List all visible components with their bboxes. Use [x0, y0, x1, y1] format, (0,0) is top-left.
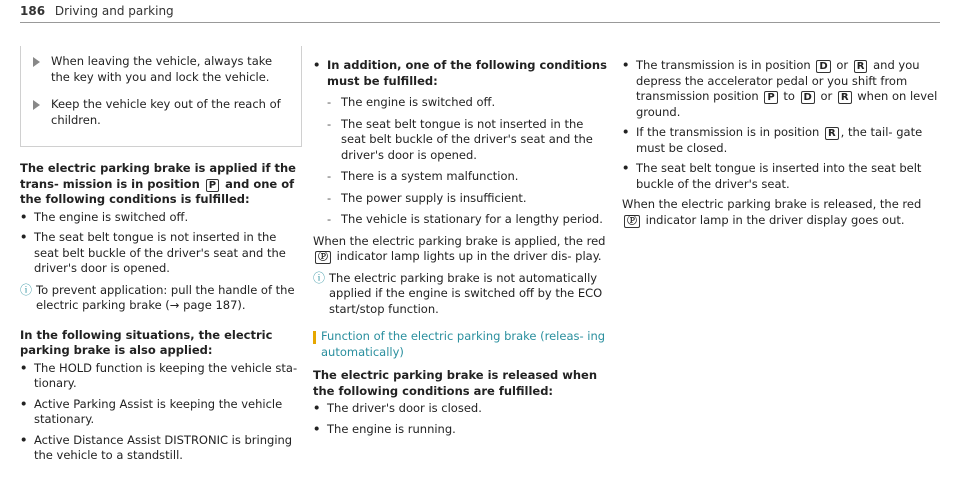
- note: ⓘ The electric parking brake is not automatically applied if the engine is switched off by the ECO start/stop function.: [313, 270, 603, 316]
- list-item: • Active Distance Assist DISTRONIC is bringing the vehicle to a standstill.: [20, 433, 302, 464]
- info-icon: ⓘ: [313, 270, 326, 285]
- dash-item: - The vehicle is stationary for a lengthy period.: [327, 212, 610, 228]
- section-name: Driving and parking: [54, 4, 174, 18]
- dash-list: [327, 95, 610, 228]
- list-item: • The engine is switched off.: [20, 210, 302, 226]
- heading-released: The electric parking brake is released when the following conditions are fulfilled:: [313, 368, 598, 398]
- list-item: • The seat belt tongue is not inserted in the seat belt buckle of the driver's seat and the driver's door is opened.: [20, 230, 302, 277]
- list-item: • The transmission is in position D or R and you depress the accelerator pedal or you shift from transmission position P to D or R when on level ground.: [622, 58, 940, 120]
- page-number: 186: [20, 4, 46, 18]
- parking-lamp-icon: Ⓟ: [624, 215, 640, 228]
- list-item: • The seat belt tongue is inserted into the seat belt buckle of the driver's seat.: [622, 161, 940, 192]
- gear-d-icon: D: [801, 91, 815, 104]
- gear-d-icon: D: [816, 60, 830, 73]
- arrow-icon: [33, 57, 40, 67]
- dash-item: - The power supply is insufficient.: [327, 191, 610, 207]
- header-rule: [20, 22, 940, 23]
- note: ⓘ To prevent application: pull the handle of the electric parking brake (→ page 187).: [20, 282, 295, 312]
- gear-p-icon: P: [206, 179, 219, 192]
- section-title: Function of the electric parking brake (releas- ing automatically): [313, 329, 610, 360]
- situations-list: [20, 361, 302, 464]
- parking-lamp-icon: Ⓟ: [315, 251, 331, 264]
- dash-item: - The seat belt tongue is not inserted in the seat belt buckle of the driver's seat and the driver's door is opened.: [327, 117, 610, 164]
- arrow-icon: [33, 100, 40, 110]
- addition-list: [313, 58, 610, 89]
- warning-item: Keep the vehicle key out of the reach of children.: [33, 97, 291, 128]
- gear-r-icon: R: [825, 127, 839, 140]
- conditions-list: [20, 210, 302, 277]
- dash-item: - The engine is switched off.: [327, 95, 610, 111]
- column-3: [622, 50, 940, 232]
- warning-item: When leaving the vehicle, always take the key with you and lock the vehicle.: [33, 54, 291, 85]
- info-icon: ⓘ: [20, 282, 33, 297]
- release-list: [313, 401, 610, 437]
- dash-item: - There is a system malfunction.: [327, 169, 610, 185]
- heading-applied: The electric parking brake is applied if the trans- mission is in position P and one of the following conditions is fulfilled:: [20, 161, 296, 206]
- list-item: • If the transmission is in position R , the tail- gate must be closed.: [622, 125, 940, 156]
- release-conditions-list: [622, 58, 940, 192]
- list-item: • Active Parking Assist is keeping the vehicle stationary.: [20, 397, 302, 428]
- list-item: • The HOLD function is keeping the vehicle sta- tionary.: [20, 361, 302, 392]
- paragraph: When the electric parking brake is applied, the red Ⓟ indicator lamp lights up in the driver dis- play.: [313, 233, 606, 263]
- list-item: • The engine is running.: [313, 422, 610, 438]
- gear-r-icon: R: [838, 91, 852, 104]
- page-header: [20, 4, 174, 18]
- gear-r-icon: R: [854, 60, 868, 73]
- warning-box: [20, 46, 302, 147]
- gear-p-icon: P: [764, 91, 777, 104]
- heading-situations: In the following situations, the electric parking brake is also applied:: [20, 327, 273, 357]
- list-item: • In addition, one of the following conditions must be fulfilled:: [313, 58, 610, 89]
- list-item: • The driver's door is closed.: [313, 401, 610, 417]
- paragraph: When the electric parking brake is released, the red Ⓟ indicator lamp in the driver display goes out.: [622, 197, 922, 227]
- column-1: [20, 50, 302, 469]
- column-2: [313, 50, 610, 442]
